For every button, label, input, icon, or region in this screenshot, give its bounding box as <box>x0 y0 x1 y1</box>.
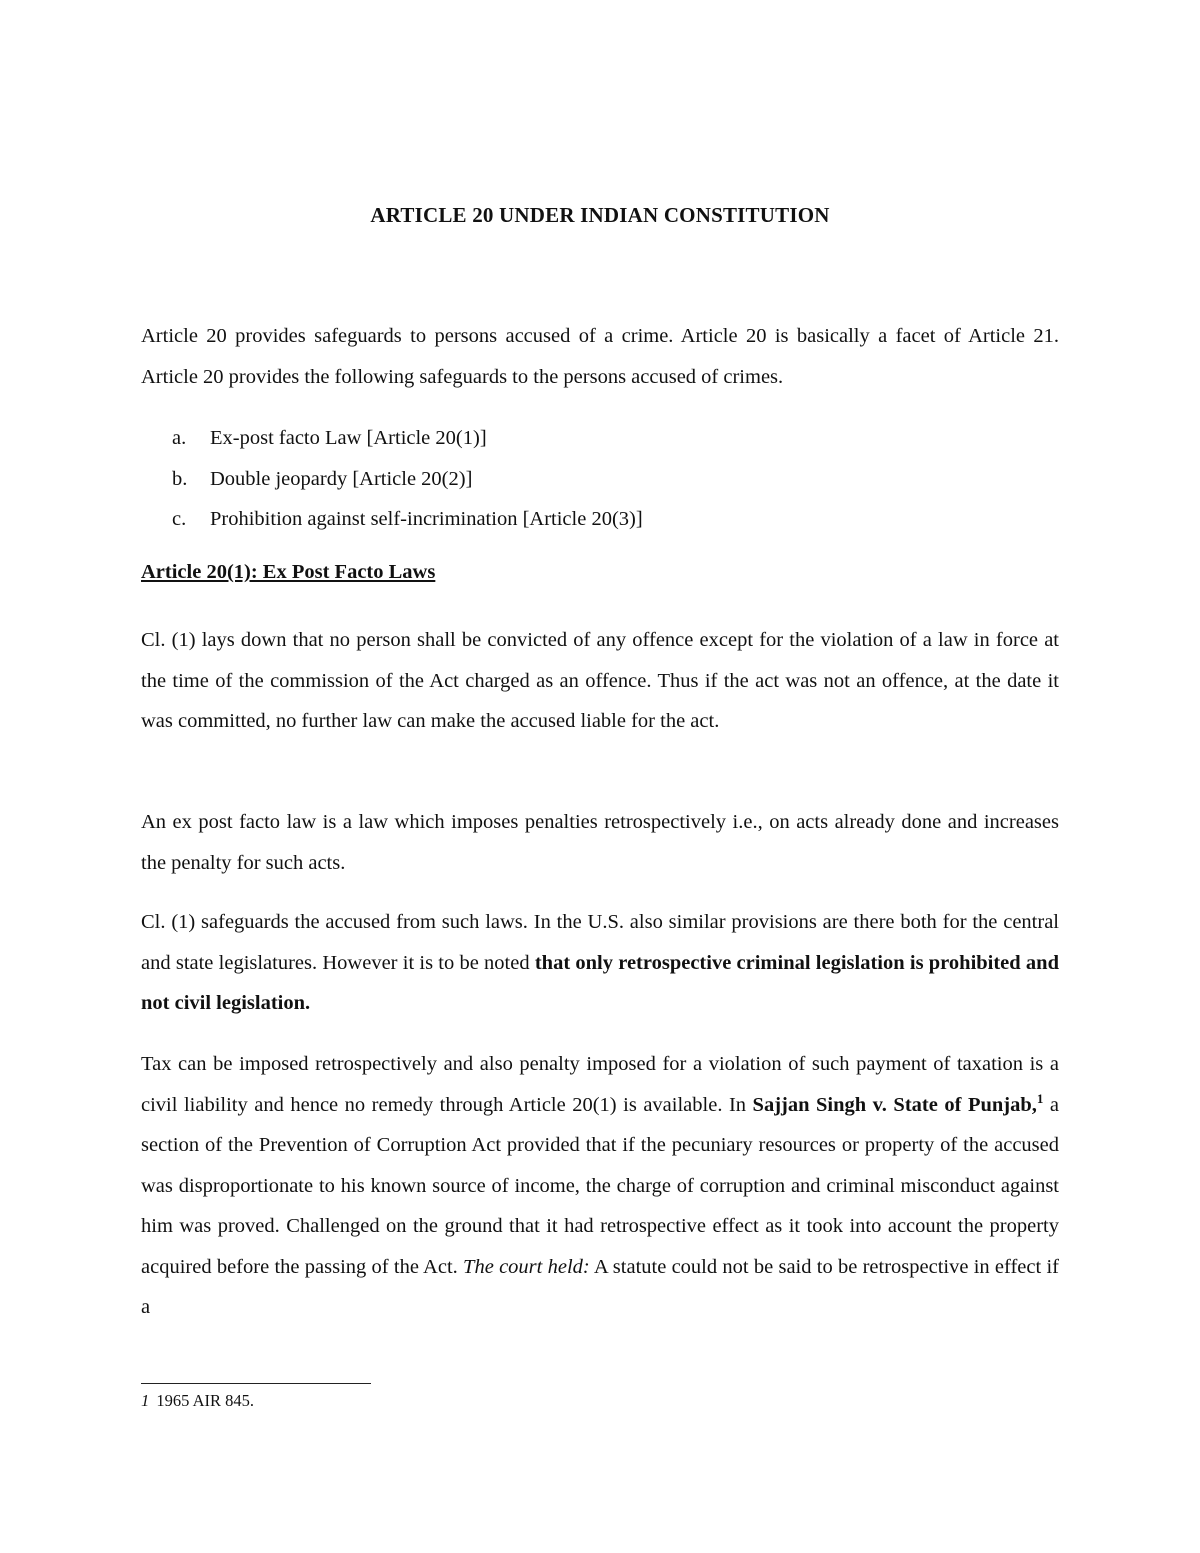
list-item <box>172 499 643 540</box>
footnote-reference[interactable]: 1 <box>1036 1090 1044 1106</box>
list-item-text: Double jeopardy [Article 20(2)] <box>210 467 473 490</box>
paragraph-text: a section of the Prevention of Corruption Act provided that if the pecuniary resources or property of the accused was disproportionate to his known source of income, the charge of corruption and criminal misconduct against him was proved. Challenged on the ground that it had retrospective effect as it took into account the property acquired before the passing of the Act. <box>141 1093 1059 1278</box>
safeguards-list <box>172 418 643 540</box>
list-item-text: Prohibition against self-incrimination [Article 20(3)] <box>210 508 643 530</box>
list-marker: c. <box>172 508 187 530</box>
case-name: Sajjan Singh v. State of Punjab, <box>752 1093 1037 1116</box>
list-item <box>172 418 643 459</box>
list-marker: b. <box>172 467 188 490</box>
safeguards-paragraph <box>141 902 1059 1024</box>
section-heading: Article 20(1): Ex Post Facto Laws <box>141 561 436 583</box>
italic-text: The court held: <box>463 1255 590 1278</box>
paragraph-text: Tax can be imposed retrospectively and also penalty imposed for a violation of such payment of taxation is a civil liability and hence no remedy through Article 20(1) is available. In <box>141 1053 1059 1116</box>
list-item <box>172 459 643 500</box>
footnote-separator <box>141 1383 371 1384</box>
paragraph-text: Cl. (1) safeguards the accused from such laws. In the U.S. also similar provisions are there both for the central and state legislatures. However it is to be noted <box>141 911 1059 974</box>
list-marker: a. <box>172 427 187 449</box>
tax-paragraph <box>141 1044 1059 1328</box>
list-item-text: Ex-post facto Law [Article 20(1)] <box>210 427 487 449</box>
ex-post-facto-definition-paragraph: An ex post facto law is a law which imposes penalties retrospectively i.e., on acts already done and increases the penalty for such acts. <box>141 811 1059 874</box>
footnote <box>141 1391 254 1411</box>
paragraph-text: A statute could not be said to be retrospective in effect if a <box>141 1255 1059 1318</box>
footnote-text: 1965 AIR 845. <box>156 1391 255 1410</box>
footnote-number: 1 <box>141 1391 150 1410</box>
emphasis-text: that only retrospective criminal legislation is prohibited and not civil legislation. <box>141 951 1059 1014</box>
clause-one-paragraph: Cl. (1) lays down that no person shall be convicted of any offence except for the violation of a law in force at the time of the commission of the Act charged as an offence. Thus if the act was not an offence, at the date it was committed, no further law can make the accused liable for the act. <box>141 629 1059 732</box>
intro-paragraph: Article 20 provides safeguards to persons accused of a crime. Article 20 is basically a facet of Article 21. Article 20 provides the following safeguards to the persons accused of crimes. <box>141 325 1059 388</box>
page-title: ARTICLE 20 UNDER INDIAN CONSTITUTION <box>370 203 830 227</box>
